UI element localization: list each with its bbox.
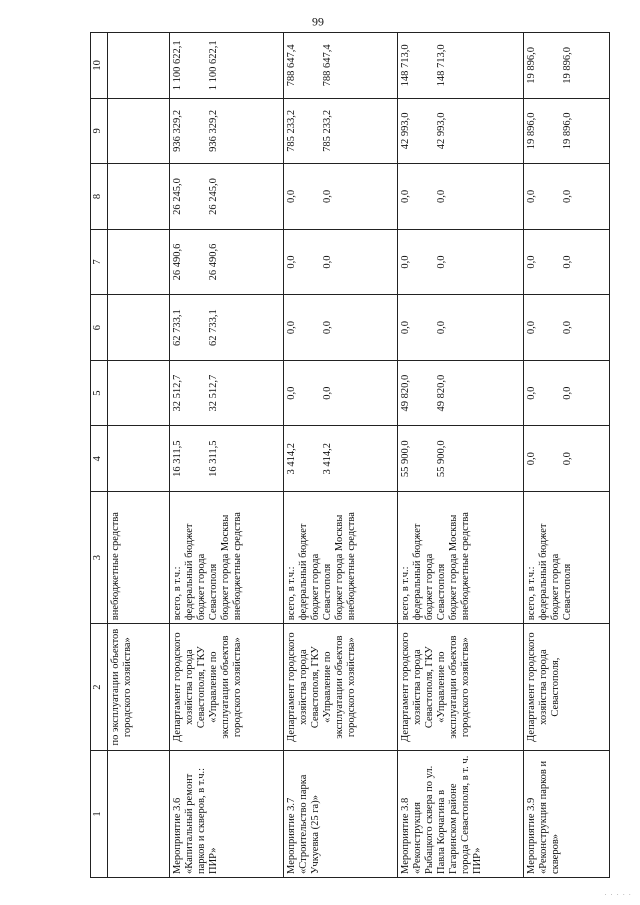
value-cell	[170, 229, 284, 295]
value-total: 16 311,5	[172, 440, 183, 477]
value-total: 26 245,0	[172, 178, 183, 215]
value-cell	[524, 360, 610, 426]
value-city-budget: 62 733,1	[208, 309, 220, 346]
value-city-budget: 0,0	[436, 321, 448, 335]
value-cell	[170, 98, 284, 164]
value-total: 0,0	[526, 189, 537, 204]
col-header: 10	[91, 33, 108, 99]
value-city-budget: 0,0	[322, 255, 334, 269]
value-city-budget: 55 900,0	[436, 440, 448, 478]
value-city-budget: 148 713,0	[436, 44, 448, 87]
value-cell	[284, 360, 398, 426]
value-total: 19 896,0	[526, 112, 537, 150]
measure-name: Мероприятие 3.6 «Капитальный ремонт парков и скверов, в т.ч.: ПИР»	[170, 751, 284, 878]
value-total: 32 512,7	[172, 374, 183, 412]
value-cell	[108, 98, 170, 164]
value-cell	[284, 295, 398, 361]
value-total: 49 820,0	[400, 374, 411, 412]
value-cell	[108, 295, 170, 361]
value-cell	[398, 360, 524, 426]
value-cell	[398, 295, 524, 361]
funding-source: бюджет города Москвы	[334, 514, 346, 621]
value-cell	[284, 229, 398, 295]
value-city-budget: 32 512,7	[208, 374, 220, 412]
value-total: 62 733,1	[172, 309, 183, 346]
value-city-budget: 785 233,2	[322, 109, 334, 152]
measure-name: Мероприятие 3.9 «Реконструкция парков и скверов»	[524, 751, 610, 878]
col-header: 8	[91, 164, 108, 230]
value-cell	[284, 164, 398, 230]
funding-source: федеральный бюджет	[298, 523, 310, 621]
budget-table	[90, 32, 610, 878]
value-total: 3 414,2	[286, 442, 297, 475]
funding-source: всего, в т.ч.:	[172, 566, 183, 621]
value-total: 0,0	[286, 189, 297, 204]
value-city-budget: 49 820,0	[436, 374, 448, 412]
value-city-budget: 16 311,5	[208, 440, 220, 477]
executor: по эксплуатации объектов городского хозяйства»	[108, 624, 170, 751]
executor: Департамент городского хозяйства города Севастополя, ГКУ «Управление по эксплуатации объектов городского хозяйства»	[170, 624, 284, 751]
measure-name: Мероприятие 3.8 «Реконструкция Рыбацкого сквера по ул. Павла Корчагина в Гагаринском районе города Севастополя, в т. ч. ПИР»	[398, 751, 524, 878]
value-city-budget: 0,0	[562, 386, 574, 400]
funding-source: внебюджетные средства	[110, 512, 121, 621]
funding-source: внебюджетные средства	[460, 512, 472, 621]
table-body	[108, 33, 610, 878]
value-city-budget: 26 245,0	[208, 178, 220, 215]
value-cell	[108, 164, 170, 230]
value-cell	[398, 33, 524, 99]
table-row	[524, 33, 610, 878]
value-cell	[170, 426, 284, 492]
value-cell	[398, 98, 524, 164]
value-cell	[398, 426, 524, 492]
value-total: 42 993,0	[400, 112, 411, 150]
value-total: 785 233,2	[286, 109, 297, 152]
value-total: 148 713,0	[400, 44, 411, 87]
col-header: 7	[91, 229, 108, 295]
value-cell	[524, 229, 610, 295]
funding-source: бюджет города Москвы	[220, 514, 232, 621]
funding-source: федеральный бюджет	[184, 523, 196, 621]
executor: Департамент городского хозяйства города Севастополя,	[524, 624, 610, 751]
funding-source: внебюджетные средства	[232, 512, 244, 621]
funding-sources	[398, 492, 524, 624]
value-cell	[524, 33, 610, 99]
value-city-budget: 0,0	[322, 386, 334, 400]
value-city-budget: 1 100 622,1	[208, 40, 220, 91]
value-city-budget: 0,0	[562, 321, 574, 335]
value-city-budget: 0,0	[322, 189, 334, 204]
value-total: 26 490,6	[172, 243, 183, 281]
value-total: 936 329,2	[172, 109, 183, 152]
value-city-budget: 936 329,2	[208, 109, 220, 152]
funding-source: федеральный бюджет	[412, 523, 424, 621]
value-total: 55 900,0	[400, 440, 411, 478]
value-cell	[524, 98, 610, 164]
funding-source: федеральный бюджет	[538, 523, 550, 621]
value-cell	[108, 229, 170, 295]
value-total: 0,0	[286, 321, 297, 335]
funding-source: бюджет города Севастополя	[424, 553, 448, 621]
funding-sources	[170, 492, 284, 624]
executor: Департамент городского хозяйства города Севастополя, ГКУ «Управление по эксплуатации объектов городского хозяйства»	[284, 624, 398, 751]
executor: Департамент городского хозяйства города Севастополя, ГКУ «Управление по эксплуатации объектов городского хозяйства»	[398, 624, 524, 751]
value-city-budget: 19 896,0	[562, 112, 574, 150]
value-cell	[524, 164, 610, 230]
value-total: 1 100 622,1	[172, 40, 183, 91]
table-row	[170, 33, 284, 878]
page-number: 66	[312, 15, 324, 29]
funding-source: внебюджетные средства	[346, 512, 358, 621]
funding-source: всего, в т.ч.:	[526, 566, 537, 621]
value-cell	[108, 33, 170, 99]
value-total: 0,0	[526, 321, 537, 335]
value-city-budget: 42 993,0	[436, 112, 448, 150]
col-header: 4	[91, 426, 108, 492]
value-cell	[398, 164, 524, 230]
col-header: 6	[91, 295, 108, 361]
value-cell	[170, 33, 284, 99]
value-city-budget: 0,0	[562, 452, 574, 466]
value-total: 0,0	[286, 255, 297, 269]
value-total: 0,0	[526, 386, 537, 400]
value-city-budget: 3 414,2	[322, 442, 334, 475]
table-row	[108, 33, 170, 878]
measure-name: Мероприятие 3.7 «Строительство парка Учкуевка (25 га)»	[284, 751, 398, 878]
value-cell	[284, 426, 398, 492]
value-cell	[398, 229, 524, 295]
value-cell	[524, 426, 610, 492]
value-cell	[108, 360, 170, 426]
value-cell	[284, 33, 398, 99]
funding-sources	[524, 492, 610, 624]
value-total: 0,0	[400, 255, 411, 269]
header-row	[91, 33, 108, 878]
value-cell	[170, 360, 284, 426]
value-city-budget: 19 896,0	[562, 46, 574, 84]
value-cell	[170, 295, 284, 361]
value-city-budget: 0,0	[322, 321, 334, 335]
value-total: 0,0	[400, 189, 411, 204]
value-cell	[108, 426, 170, 492]
value-city-budget: 0,0	[436, 189, 448, 204]
value-total: 0,0	[526, 452, 537, 466]
funding-source: всего, в т.ч.:	[286, 566, 297, 621]
col-header: 1	[91, 751, 108, 878]
funding-sources	[284, 492, 398, 624]
value-cell	[170, 164, 284, 230]
value-total: 788 647,4	[286, 44, 297, 87]
value-city-budget: 26 490,6	[208, 243, 220, 281]
value-total: 0,0	[526, 255, 537, 269]
value-total: 0,0	[400, 321, 411, 335]
funding-source: бюджет города Севастополя	[310, 553, 334, 621]
funding-source: бюджет города Севастополя	[550, 553, 574, 621]
value-cell	[524, 295, 610, 361]
measure-name	[108, 751, 170, 878]
rotated-sheet	[90, 32, 574, 878]
col-header: 3	[91, 492, 108, 624]
scan-mark: · · · · ·	[604, 891, 632, 899]
col-header: 9	[91, 98, 108, 164]
funding-source: бюджет города Севастополя	[196, 553, 220, 621]
funding-source: бюджет города Москвы	[448, 514, 460, 621]
value-total: 19 896,0	[526, 46, 537, 84]
col-header: 5	[91, 360, 108, 426]
value-city-budget: 0,0	[436, 255, 448, 269]
funding-sources	[108, 492, 170, 624]
col-header: 2	[91, 624, 108, 751]
value-city-budget: 788 647,4	[322, 44, 334, 87]
table-row	[284, 33, 398, 878]
value-cell	[284, 98, 398, 164]
value-total: 0,0	[286, 386, 297, 400]
value-city-budget: 0,0	[562, 255, 574, 269]
table-row	[398, 33, 524, 878]
value-city-budget: 0,0	[562, 189, 574, 204]
funding-source: всего, в т.ч.:	[400, 566, 411, 621]
